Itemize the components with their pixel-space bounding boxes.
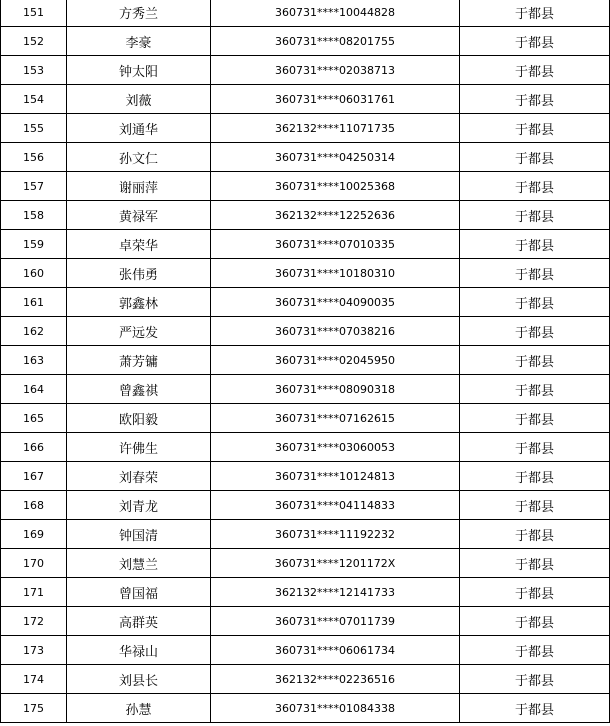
name-cell: 孙慧: [67, 694, 211, 723]
row-number-cell: 167: [1, 462, 67, 491]
row-number-cell: 160: [1, 259, 67, 288]
county-cell: 于都县: [460, 288, 610, 317]
name-cell: 曾国福: [67, 578, 211, 607]
name-cell: 钟国清: [67, 520, 211, 549]
name-cell: 谢丽萍: [67, 172, 211, 201]
table-row: [1, 114, 610, 143]
row-number-cell: 156: [1, 143, 67, 172]
id-number-cell: 360731****03060053: [211, 433, 460, 462]
row-number-cell: 151: [1, 0, 67, 27]
county-cell: 于都县: [460, 549, 610, 578]
table-row: [1, 694, 610, 723]
county-cell: 于都县: [460, 0, 610, 27]
county-cell: 于都县: [460, 172, 610, 201]
row-number-cell: 154: [1, 85, 67, 114]
name-cell: 华禄山: [67, 636, 211, 665]
county-cell: 于都县: [460, 607, 610, 636]
county-cell: 于都县: [460, 404, 610, 433]
table-row: [1, 346, 610, 375]
id-number-cell: 360731****02045950: [211, 346, 460, 375]
table-row: [1, 288, 610, 317]
name-cell: 郭鑫林: [67, 288, 211, 317]
row-number-cell: 168: [1, 491, 67, 520]
county-cell: 于都县: [460, 375, 610, 404]
name-cell: 许佛生: [67, 433, 211, 462]
id-number-cell: 360731****1201172X: [211, 549, 460, 578]
id-number-cell: 360731****04090035: [211, 288, 460, 317]
table-row: [1, 259, 610, 288]
table-row: [1, 462, 610, 491]
id-number-cell: 360731****04114833: [211, 491, 460, 520]
table-row: [1, 549, 610, 578]
county-cell: 于都县: [460, 27, 610, 56]
row-number-cell: 172: [1, 607, 67, 636]
name-cell: 刘慧兰: [67, 549, 211, 578]
row-number-cell: 164: [1, 375, 67, 404]
row-number-cell: 175: [1, 694, 67, 723]
county-cell: 于都县: [460, 143, 610, 172]
name-cell: 刘青龙: [67, 491, 211, 520]
name-cell: 刘通华: [67, 114, 211, 143]
table-row: [1, 143, 610, 172]
row-number-cell: 159: [1, 230, 67, 259]
name-cell: 卓荣华: [67, 230, 211, 259]
county-cell: 于都县: [460, 259, 610, 288]
row-number-cell: 157: [1, 172, 67, 201]
id-number-cell: 360731****01084338: [211, 694, 460, 723]
row-number-cell: 171: [1, 578, 67, 607]
id-number-cell: 360731****10180310: [211, 259, 460, 288]
row-number-cell: 173: [1, 636, 67, 665]
name-cell: 钟太阳: [67, 56, 211, 85]
id-number-cell: 360731****07162615: [211, 404, 460, 433]
row-number-cell: 169: [1, 520, 67, 549]
id-number-cell: 360731****11192232: [211, 520, 460, 549]
table-row: [1, 607, 610, 636]
id-number-cell: 360731****04250314: [211, 143, 460, 172]
county-cell: 于都县: [460, 520, 610, 549]
id-number-cell: 360731****08201755: [211, 27, 460, 56]
table-row: [1, 56, 610, 85]
row-number-cell: 153: [1, 56, 67, 85]
id-number-cell: 362132****12141733: [211, 578, 460, 607]
name-cell: 黄禄军: [67, 201, 211, 230]
table-row: [1, 0, 610, 27]
name-cell: 李豪: [67, 27, 211, 56]
county-cell: 于都县: [460, 114, 610, 143]
id-number-cell: 360731****08090318: [211, 375, 460, 404]
table-row: [1, 404, 610, 433]
id-number-cell: 360731****10044828: [211, 0, 460, 27]
table-row: [1, 433, 610, 462]
table-row: [1, 27, 610, 56]
county-cell: 于都县: [460, 665, 610, 694]
id-number-cell: 360731****06031761: [211, 85, 460, 114]
row-number-cell: 161: [1, 288, 67, 317]
county-cell: 于都县: [460, 317, 610, 346]
name-cell: 张伟勇: [67, 259, 211, 288]
table-row: [1, 85, 610, 114]
id-number-cell: 362132****02236516: [211, 665, 460, 694]
county-cell: 于都县: [460, 578, 610, 607]
county-cell: 于都县: [460, 85, 610, 114]
name-cell: 曾鑫祺: [67, 375, 211, 404]
name-cell: 严远发: [67, 317, 211, 346]
id-number-cell: 360731****02038713: [211, 56, 460, 85]
county-cell: 于都县: [460, 462, 610, 491]
name-cell: 方秀兰: [67, 0, 211, 27]
table-row: [1, 230, 610, 259]
name-cell: 欧阳毅: [67, 404, 211, 433]
county-cell: 于都县: [460, 694, 610, 723]
id-number-cell: 360731****07010335: [211, 230, 460, 259]
row-number-cell: 158: [1, 201, 67, 230]
row-number-cell: 163: [1, 346, 67, 375]
table-row: [1, 665, 610, 694]
name-cell: 刘春荣: [67, 462, 211, 491]
id-number-cell: 360731****10025368: [211, 172, 460, 201]
table-row: [1, 520, 610, 549]
id-number-cell: 360731****10124813: [211, 462, 460, 491]
id-number-cell: 362132****12252636: [211, 201, 460, 230]
table-row: [1, 578, 610, 607]
id-number-cell: 360731****07038216: [211, 317, 460, 346]
table-row: [1, 172, 610, 201]
row-number-cell: 170: [1, 549, 67, 578]
roster-table-body: [1, 0, 610, 723]
row-number-cell: 166: [1, 433, 67, 462]
id-number-cell: 360731****07011739: [211, 607, 460, 636]
table-row: [1, 317, 610, 346]
county-cell: 于都县: [460, 201, 610, 230]
name-cell: 孙文仁: [67, 143, 211, 172]
name-cell: 刘薇: [67, 85, 211, 114]
row-number-cell: 174: [1, 665, 67, 694]
table-row: [1, 491, 610, 520]
row-number-cell: 155: [1, 114, 67, 143]
county-cell: 于都县: [460, 491, 610, 520]
county-cell: 于都县: [460, 346, 610, 375]
row-number-cell: 162: [1, 317, 67, 346]
row-number-cell: 165: [1, 404, 67, 433]
name-cell: 萧芳镛: [67, 346, 211, 375]
id-number-cell: 360731****06061734: [211, 636, 460, 665]
table-row: [1, 201, 610, 230]
county-cell: 于都县: [460, 636, 610, 665]
county-cell: 于都县: [460, 230, 610, 259]
row-number-cell: 152: [1, 27, 67, 56]
county-cell: 于都县: [460, 56, 610, 85]
id-number-cell: 362132****11071735: [211, 114, 460, 143]
name-cell: 高群英: [67, 607, 211, 636]
county-cell: 于都县: [460, 433, 610, 462]
name-cell: 刘县长: [67, 665, 211, 694]
table-row: [1, 375, 610, 404]
table-row: [1, 636, 610, 665]
